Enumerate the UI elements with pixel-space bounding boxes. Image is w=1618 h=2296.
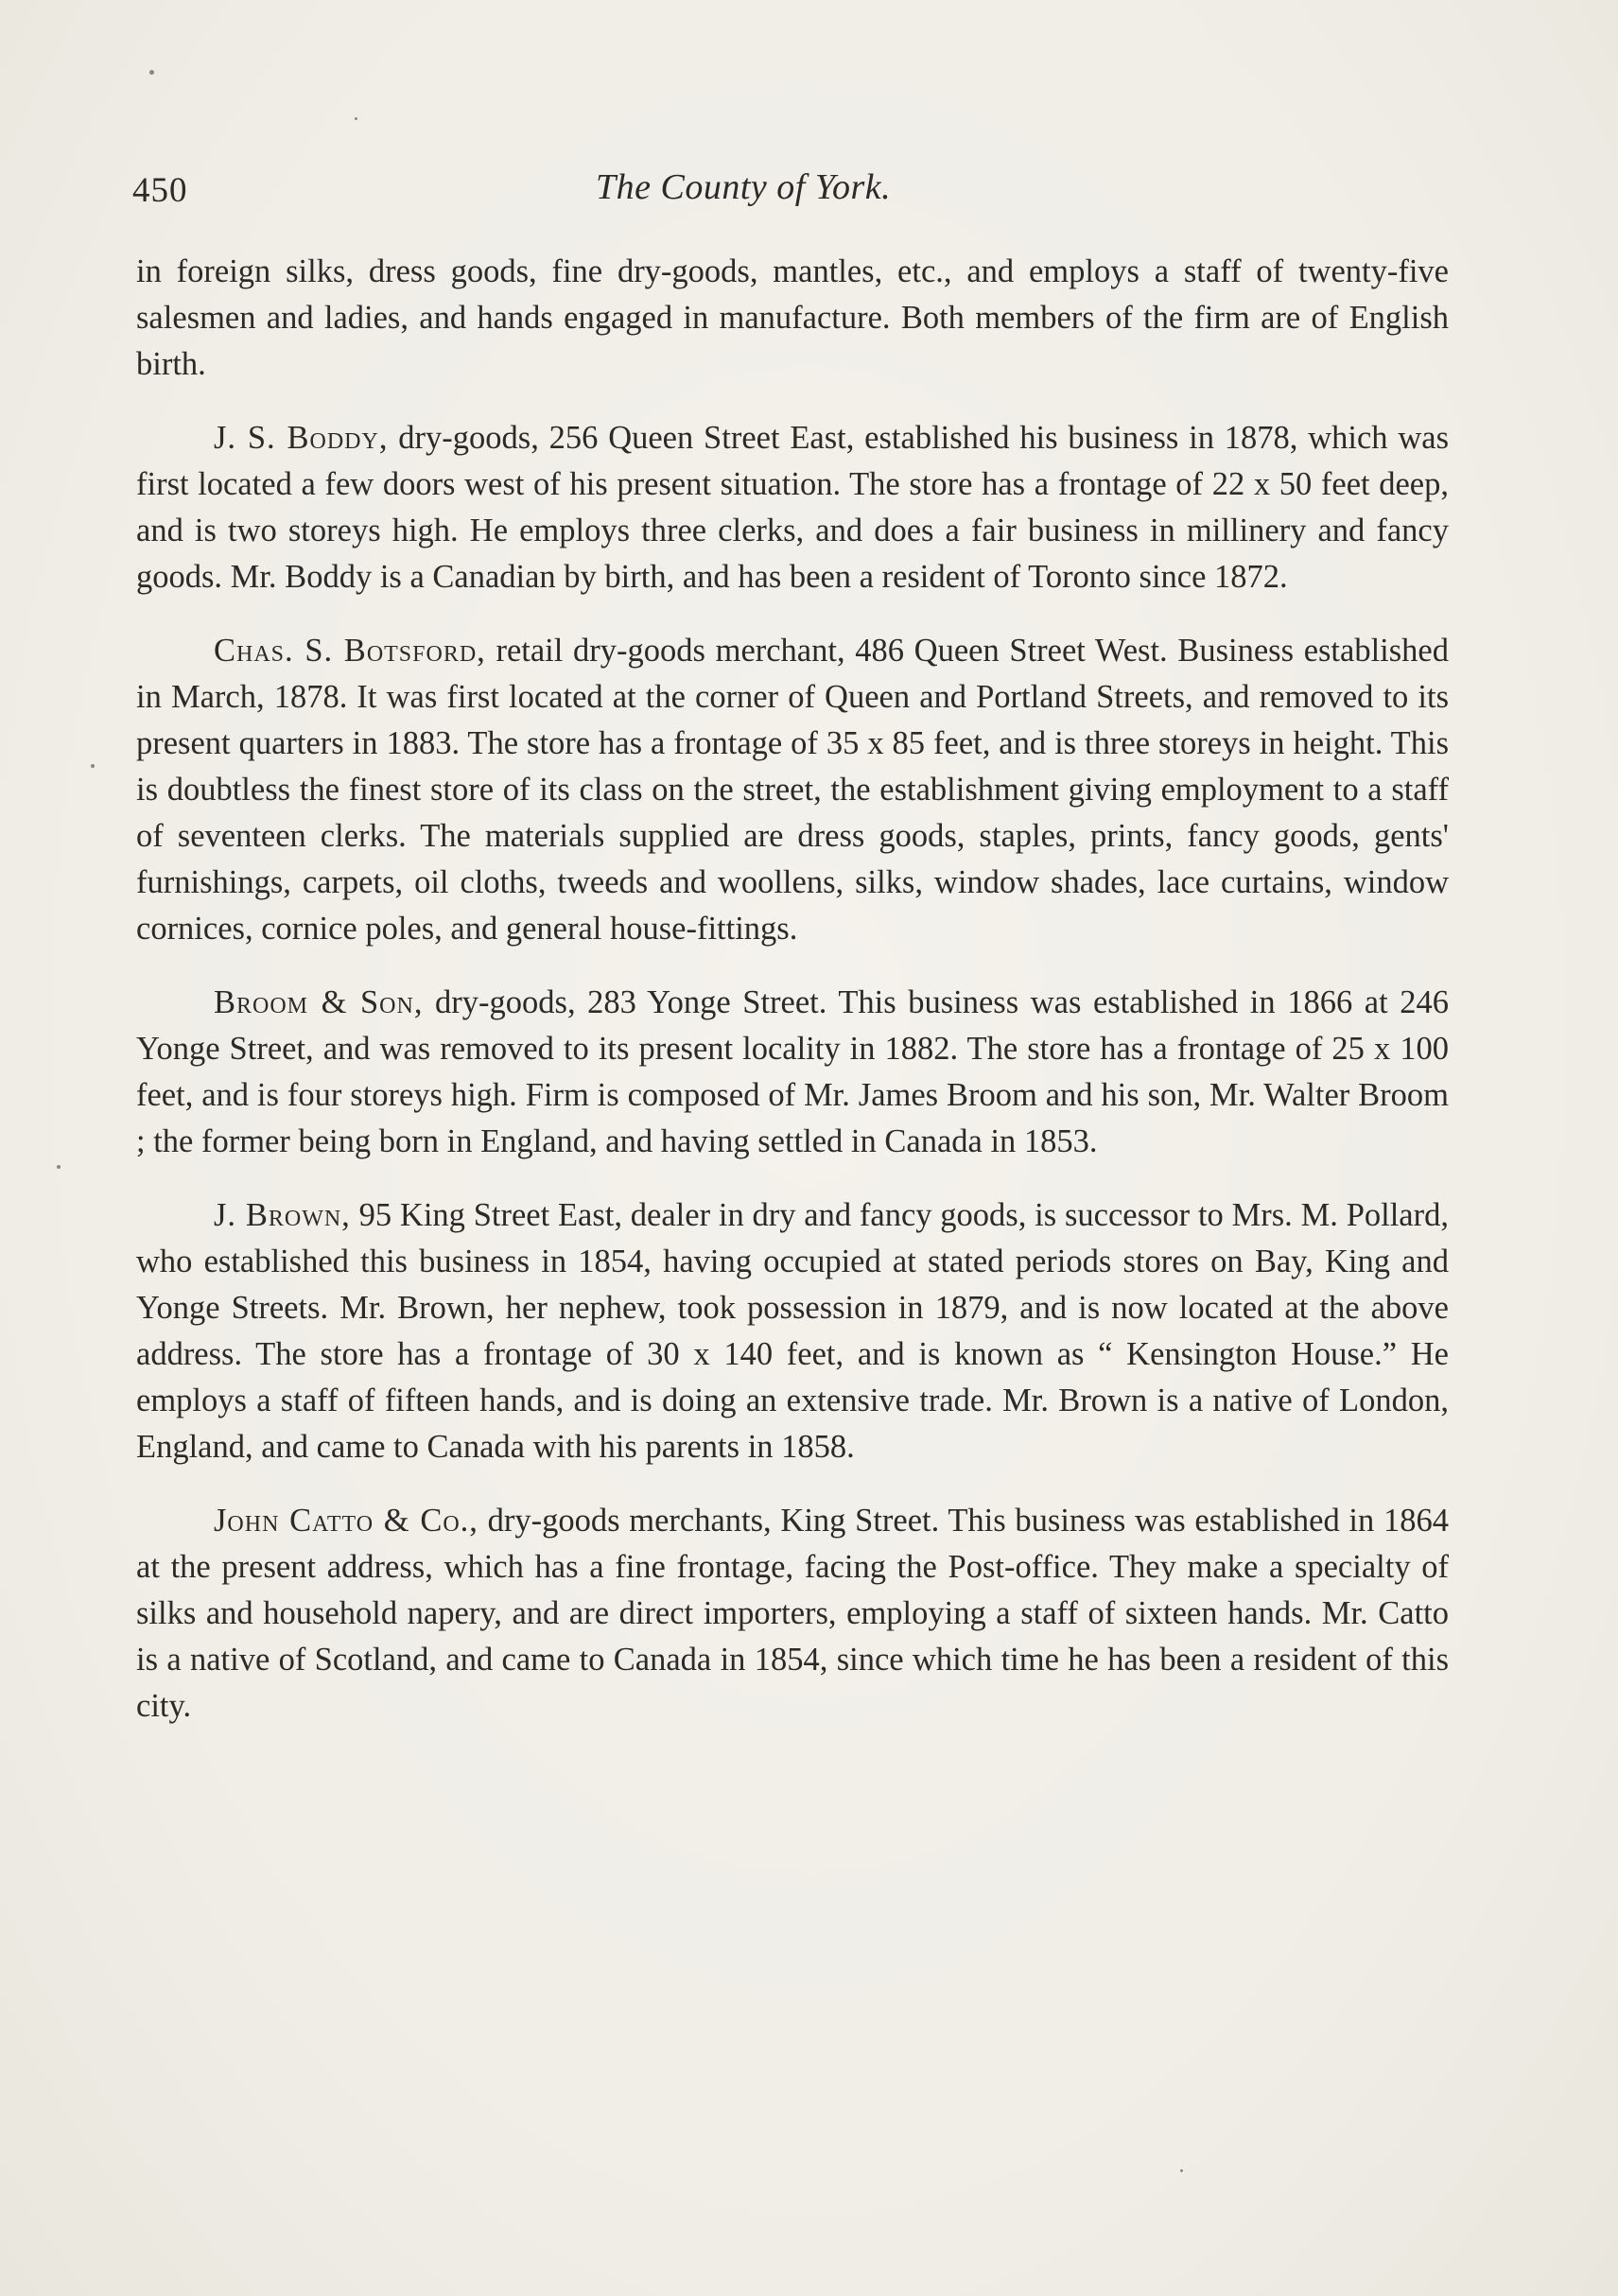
entry-broom <box>136 980 1449 1165</box>
entry-catto <box>136 1498 1449 1730</box>
entry-name: Chas. S. Botsford, <box>214 633 486 669</box>
entry-text: 95 King Street East, dealer in dry and fancy goods, is successor to Mrs. M. Pollard, who established this business in 1854, having occupied at stated periods stores on Bay, King and Yonge Streets. Mr. Brown, her nephew, took possession in 1879, and is now located at the above address. The store has a frontage of 30 x 140 feet, and is known as “ Kensington House.” He employs a staff of fifteen hands, and is doing an extensive trade. Mr. Brown is a native of London, England, and came to Canada with his parents in 1858. <box>136 1197 1449 1465</box>
running-header <box>132 166 1456 223</box>
entry-name: J. S. Boddy, <box>214 420 389 456</box>
ink-speck <box>355 117 357 120</box>
entry-boddy <box>136 415 1449 600</box>
ink-speck <box>1180 2169 1183 2172</box>
entry-brown <box>136 1192 1449 1470</box>
entry-text: dry-goods merchants, King Street. This business was established in 1864 at the present address, which has a fine frontage, facing the Post-office. They make a specialty of silks and household napery, and are direct importers, employing a staff of sixteen hands. Mr. Catto is a native of Scotland, and came to Canada in 1854, since which time he has been a resident of this city. <box>136 1503 1449 1724</box>
paragraph-text: in foreign silks, dress goods, fine dry-goods, mantles, etc., and employs a staff of twenty-five salesmen and ladies, and hands engaged in manufacture. Both members of the firm are of English birth. <box>136 253 1449 382</box>
ink-speck <box>91 764 95 768</box>
entry-botsford <box>136 628 1449 952</box>
body-text <box>136 249 1449 1757</box>
running-title: The County of York. <box>596 167 892 207</box>
entry-text: dry-goods, 283 Yonge Street. This business was established in 1866 at 246 Yonge Street, and was removed to its present locality in 1882. The store has a frontage of 25 x 100 feet, and is four storeys high. Firm is composed of Mr. James Broom and his son, Mr. Walter Broom ; the former being born in England, and having settled in Canada in 1853. <box>136 984 1449 1159</box>
entry-name: John Catto & Co., <box>214 1503 478 1539</box>
ink-speck <box>57 1165 61 1169</box>
paragraph-continued <box>136 249 1449 388</box>
entry-name: J. Brown, <box>214 1197 351 1233</box>
entry-text: retail dry-goods merchant, 486 Queen Street West. Business established in March, 1878. It was first located at the corner of Queen and Portland Streets, and removed to its present quarters in 1883. The store has a frontage of 35 x 85 feet, and is three storeys in height. This is doubtless the finest store of its class on the street, the establishment giving employment to a staff of seventeen clerks. The materials supplied are dress goods, staples, prints, fancy goods, gents' furnishings, carpets, oil cloths, tweeds and woollens, silks, window shades, lace curtains, window cornices, cornice poles, and general house-fittings. <box>136 633 1449 947</box>
ink-speck <box>149 70 154 75</box>
entry-text: dry-goods, 256 Queen Street East, established his business in 1878, which was first located a few doors west of his present situation. The store has a frontage of 22 x 50 feet deep, and is two storeys high. He employs three clerks, and does a fair business in millinery and fancy goods. Mr. Boddy is a Canadian by birth, and has been a resident of Toronto since 1872. <box>136 420 1449 595</box>
entry-name: Broom & Son, <box>214 984 424 1020</box>
page-number: 450 <box>132 171 188 210</box>
